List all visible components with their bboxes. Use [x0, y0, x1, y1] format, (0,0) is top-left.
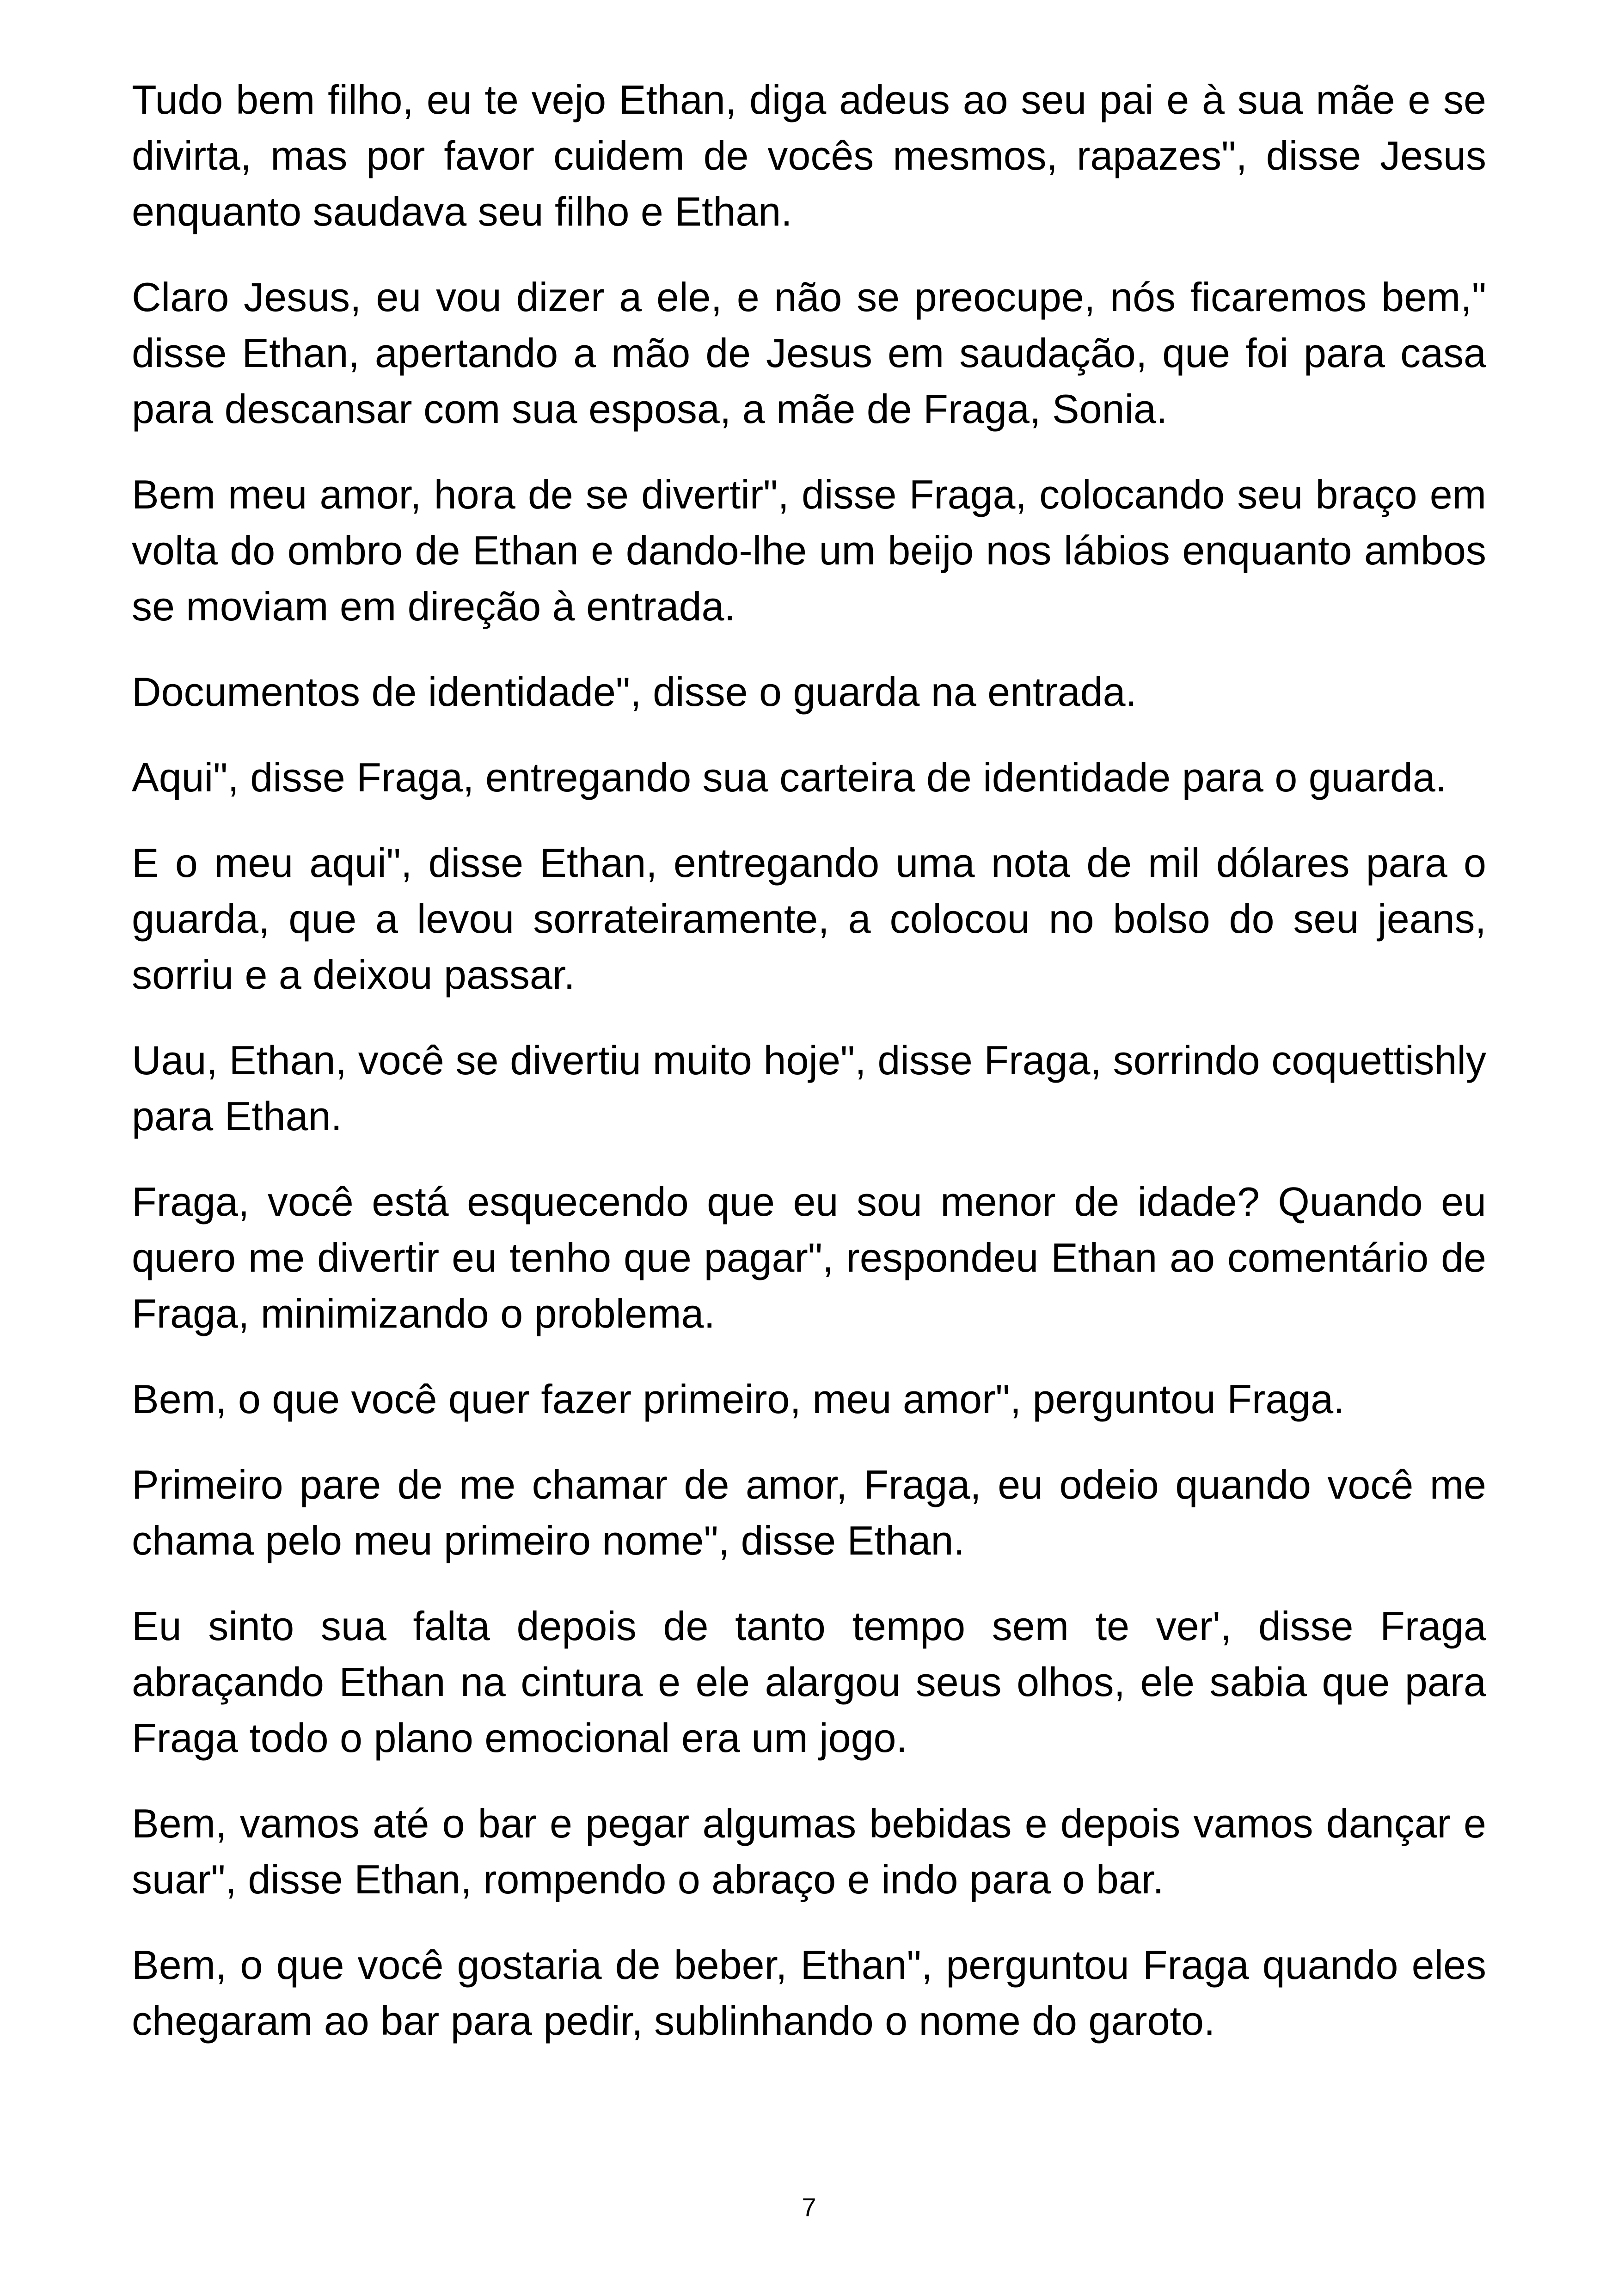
paragraph: Primeiro pare de me chamar de amor, Fraga, eu odeio quando você me chama pelo meu primeiro nome", disse Ethan.	[132, 1462, 1486, 1563]
paragraph: E o meu aqui", disse Ethan, entregando uma nota de mil dólares para o guarda, que a levou sorrateiramente, a colocou no bolso do seu jeans, sorriu e a deixou passar.	[132, 840, 1486, 998]
page-body	[132, 72, 1486, 2078]
paragraph: Tudo bem filho, eu te vejo Ethan, diga adeus ao seu pai e à sua mãe e se divirta, mas por favor cuidem de vocês mesmos, rapazes", disse Jesus enquanto saudava seu filho e Ethan.	[132, 77, 1486, 234]
paragraph: Aqui", disse Fraga, entregando sua carteira de identidade para o guarda.	[132, 754, 1447, 800]
paragraph: Uau, Ethan, você se divertiu muito hoje", disse Fraga, sorrindo coquettishly para Ethan.	[132, 1037, 1486, 1139]
paragraph: Bem meu amor, hora de se divertir", disse Fraga, colocando seu braço em volta do ombro de Ethan e dando-lhe um beijo nos lábios enquanto ambos se moviam em direção à entrada.	[132, 471, 1486, 629]
paragraph: Bem, o que você gostaria de beber, Ethan", perguntou Fraga quando eles chegaram ao bar para pedir, sublinhando o nome do garoto.	[132, 1942, 1486, 2044]
paragraph: Bem, vamos até o bar e pegar algumas bebidas e depois vamos dançar e suar", disse Ethan, rompendo o abraço e indo para o bar.	[132, 1800, 1486, 1902]
paragraph: Bem, o que você quer fazer primeiro, meu amor", perguntou Fraga.	[132, 1376, 1345, 1422]
paragraph: Fraga, você está esquecendo que eu sou menor de idade? Quando eu quero me divertir eu tenho que pagar", respondeu Ethan ao comentário de Fraga, minimizando o problema.	[132, 1179, 1486, 1336]
paragraph: Claro Jesus, eu vou dizer a ele, e não se preocupe, nós ficaremos bem," disse Ethan, apertando a mão de Jesus em saudação, que foi para casa para descansar com sua esposa, a mãe de Fraga, Sonia.	[132, 274, 1486, 432]
page-number: 7	[802, 2192, 816, 2222]
paragraph: Documentos de identidade", disse o guarda na entrada.	[132, 669, 1137, 715]
paragraph: Eu sinto sua falta depois de tanto tempo sem te ver', disse Fraga abraçando Ethan na cintura e ele alargou seus olhos, ele sabia que para Fraga todo o plano emocional era um jogo.	[132, 1603, 1486, 1761]
